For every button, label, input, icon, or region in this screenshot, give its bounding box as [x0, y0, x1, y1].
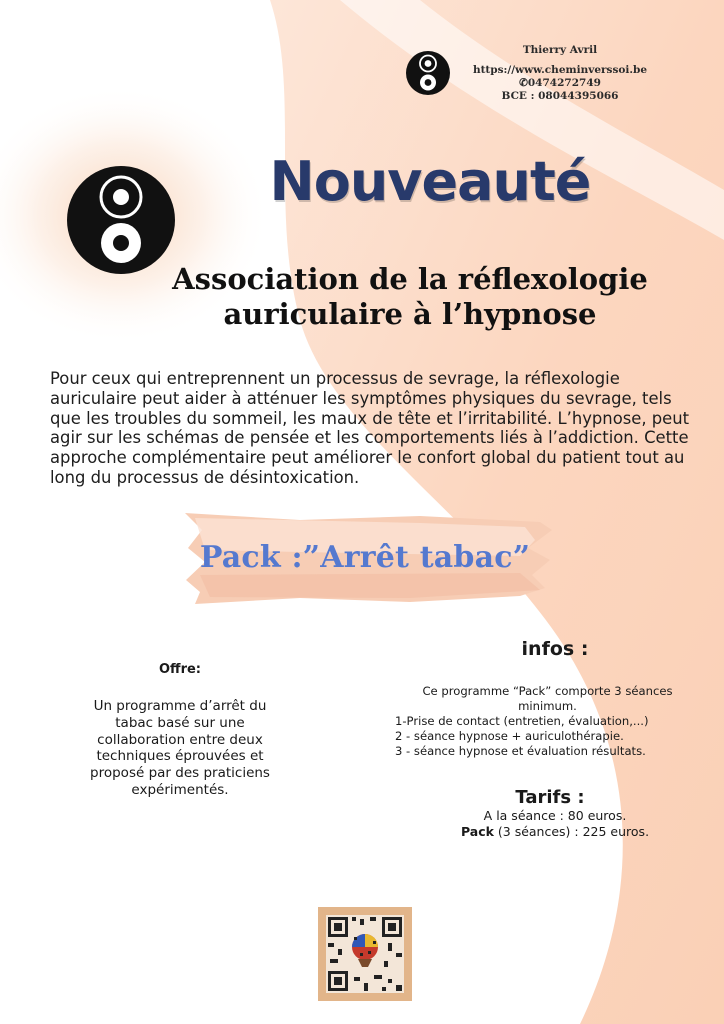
pack-title: Pack :”Arrêt tabac”	[199, 540, 531, 575]
phone-number: 0474272749	[527, 77, 601, 89]
page-title: Nouveauté	[269, 150, 591, 213]
qr-code[interactable]	[318, 907, 412, 1001]
subtitle	[150, 262, 670, 332]
website-link[interactable]: https://www.cheminverssoi.be	[472, 64, 648, 76]
tarif-pack-label: Pack	[460, 824, 494, 839]
offre-text: Un programme d’arrêt du tabac basé sur une collaboration entre deux techniques éprouvées et proposé par des praticiens expérimentés.	[90, 698, 270, 798]
intro-paragraph: Pour ceux qui entreprennent un processus de sevrage, la réflexologie auriculaire peut aider à atténuer les symptômes physiques du sevrage, tels que les troubles du sommeil, les maux de tête et l’irritabilité. L’hypnose, peut agir sur les schémas de pensée et les comportements liés à l’addiction. Cette approche complémentaire peut améliorer le confort global du patient tout au long du processus de désintoxication.	[50, 369, 690, 487]
subtitle-line-2: auriculaire à l’hypnose	[223, 297, 597, 331]
main-logo-icon	[66, 165, 176, 275]
subtitle-line-1: Association de la réflexologie	[172, 262, 648, 296]
phone-line	[450, 77, 670, 90]
infos-line-3: 2 - séance hypnose + auriculothérapie.	[395, 729, 624, 743]
tarif-pack-price: (3 séances) : 225 euros.	[493, 824, 650, 839]
phone-icon: ✆	[519, 77, 528, 89]
infos-heading: infos :	[521, 638, 589, 660]
tarif-pack	[420, 824, 690, 840]
tarifs-block	[420, 808, 690, 840]
infos-line-4: 3 - séance hypnose et évaluation résultats.	[395, 744, 646, 758]
infos-list	[395, 684, 700, 759]
infos-line-2: 1-Prise de contact (entretien, évaluation,...)	[395, 714, 649, 728]
qr-code-icon	[318, 907, 412, 1001]
infos-line-1: Ce programme “Pack” comporte 3 séances minimum.	[422, 684, 673, 713]
offre-heading: Offre:	[158, 662, 201, 677]
tarifs-heading: Tarifs :	[515, 787, 585, 808]
small-logo-icon	[405, 50, 451, 96]
bce-number: BCE : 08044395066	[501, 90, 619, 102]
tarif-seance: A la séance : 80 euros.	[483, 808, 627, 823]
practitioner-name: Thierry Avril	[522, 44, 598, 56]
contact-block	[450, 44, 670, 103]
